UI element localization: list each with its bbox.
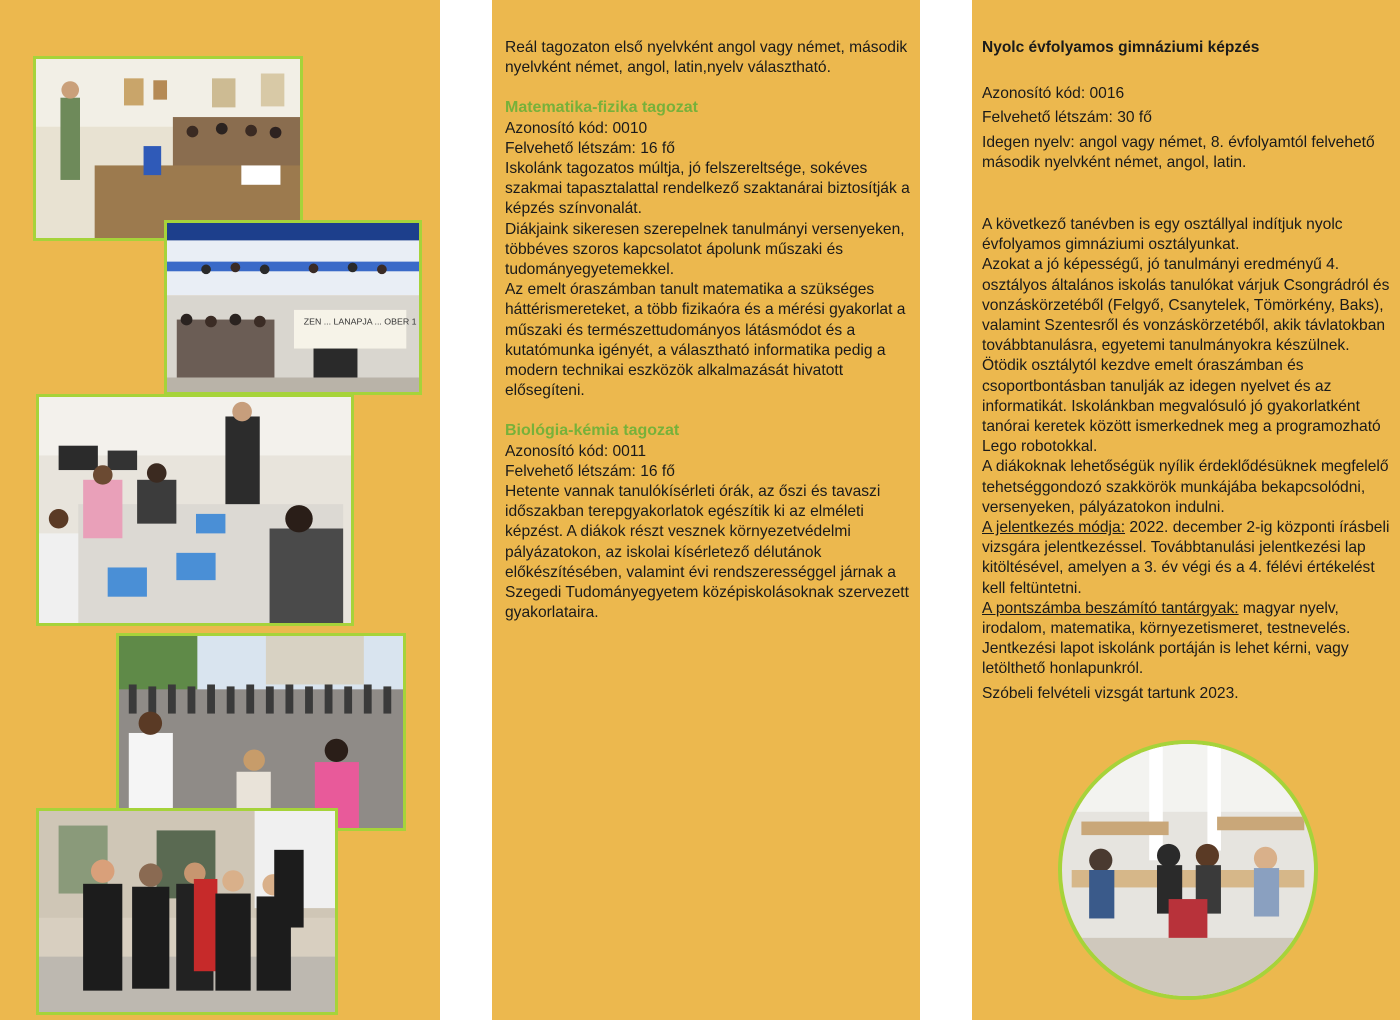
- bio-chem-heading: Biológia-kémia tagozat: [505, 422, 680, 440]
- right-text-column: [982, 38, 1394, 704]
- photo-banner-text: ZEN ... LANAPJA ... OBER 1: [303, 316, 417, 327]
- eight-year-title: Nyolc évfolyamos gimnáziumi képzés: [982, 39, 1260, 56]
- math-physics-p2: Diákjaink sikeresen szerepelnek tanulmányi versenyeken, többéves szoros kapcsolatot ápolunk műszaki és tudományegyetemekkel.: [505, 220, 905, 279]
- subjects-text: magyar nyelv, irodalom, matematika, környezetismeret, testnevelés. Jentkezési lapot iskolánk portáján is lehet kérni, vagy letölthető honlapunkról.: [982, 599, 1351, 678]
- eight-year-p4: A diákoknak lehetőségük nyílik érdeklődésüknek megfelelő tehetséggondozó szakkörök munkájába bekapcsolódni, versenyeken, pályázatokon indulni.: [982, 458, 1389, 516]
- intro-paragraph: Reál tagozaton első nyelvként angol vagy német, második nyelvként német, angol, latin,nyelv választható.: [505, 39, 908, 77]
- eight-year-p1: A következő tanévben is egy osztállyal indítjuk nyolc évfolyamos gimnáziumi osztályunkat.: [982, 216, 1343, 254]
- eight-year-language: Idegen nyelv: angol vagy német, 8. évfolyamtól felvehető második nyelvként német, angol, latin.: [982, 133, 1375, 171]
- math-physics-p3: Az emelt óraszámban tanult matematika a szükséges háttérismereteket, a több fizikaóra és a mérési gyakorlat a műszaki és természettudományos látásmódot és a kutatómunka igényét, a választható informatika pedig a modern technikai eszközök alkalmazását hivatott elősegíteni.: [505, 281, 906, 400]
- middle-panel: [492, 0, 920, 1020]
- middle-text-column: [505, 38, 910, 623]
- photo-exam-room: [1058, 740, 1318, 1000]
- apply-label: A jelentkezés módja:: [982, 519, 1126, 537]
- subjects-paragraph: [982, 599, 1394, 680]
- eight-year-capacity: Felvehető létszám: 30 fő: [982, 109, 1152, 127]
- math-physics-heading: Matematika-fizika tagozat: [505, 99, 698, 117]
- bio-chem-code: Azonosító kód: 0011: [505, 442, 647, 460]
- math-physics-code: Azonosító kód: 0010: [505, 119, 648, 137]
- math-physics-p1: Iskolánk tagozatos múltja, jó felszereltsége, sokéves szakmai tapasztalattal rendelkező szaktanárai biztosítják a képzés színvonalát.: [505, 160, 910, 218]
- photo-school-hall: [164, 220, 422, 395]
- eight-year-p2: Azokat a jó képességű, jó tanulmányi eredményű 4. osztályos általános iskolás tanulókat várjuk Csongrádról és vonzáskörzetéből (Felgyő, Csanytelek, Tömörkény, Baks), valamint Szentesről és vonzáskörzetéből, akik távlatokban továbbtanulásra, egyetemi tanulmányokra készülnek.: [982, 256, 1390, 355]
- apply-paragraph: [982, 518, 1394, 599]
- photo-robotics-workshop: [36, 394, 354, 626]
- photo-group-christmas: [36, 808, 338, 1015]
- left-panel: [0, 0, 440, 1020]
- eight-year-code: Azonosító kód: 0016: [982, 85, 1125, 103]
- subjects-label: A pontszámba beszámító tantárgyak:: [982, 599, 1239, 617]
- photo-physics-lecture: [33, 56, 303, 241]
- photo-outdoor-activity: [116, 633, 406, 831]
- oral-exam: Szóbeli felvételi vizsgát tartunk 2023.: [982, 684, 1239, 702]
- bio-chem-p1: Hetente vannak tanulókísérleti órák, az őszi és tavaszi időszakban terepgyakorlatok egészítik ki az elméleti képzést. A diákok részt vesznek környezetvédelmi pályázatokon, az iskolai kísérletező délutánok előkészítésében, valamint évi rendszerességgel járnak a Szegedi Tudományegyetem középiskolásoknak szervezett gyakorlataira.: [505, 483, 909, 622]
- math-physics-capacity: Felvehető létszám: 16 fő: [505, 139, 675, 157]
- eight-year-p3: Ötödik osztálytól kezdve emelt óraszámban és csoportbontásban tanulják az idegen nyelvet és az informatikát. Iskolánkban megvalósuló jó gyakorlatként tanórai keretek között ismerkednek meg a programozható Lego robotokkal.: [982, 357, 1381, 456]
- bio-chem-capacity: Felvehető létszám: 16 fő: [505, 462, 675, 480]
- apply-text: 2022. december 2-ig központi írásbeli vizsgára jelentkezéssel. Továbbtanulási jelentkezési lap kitöltésével, amelyen a 3. év végi és a 4. félévi értékelést kell feltüntetni.: [982, 519, 1390, 597]
